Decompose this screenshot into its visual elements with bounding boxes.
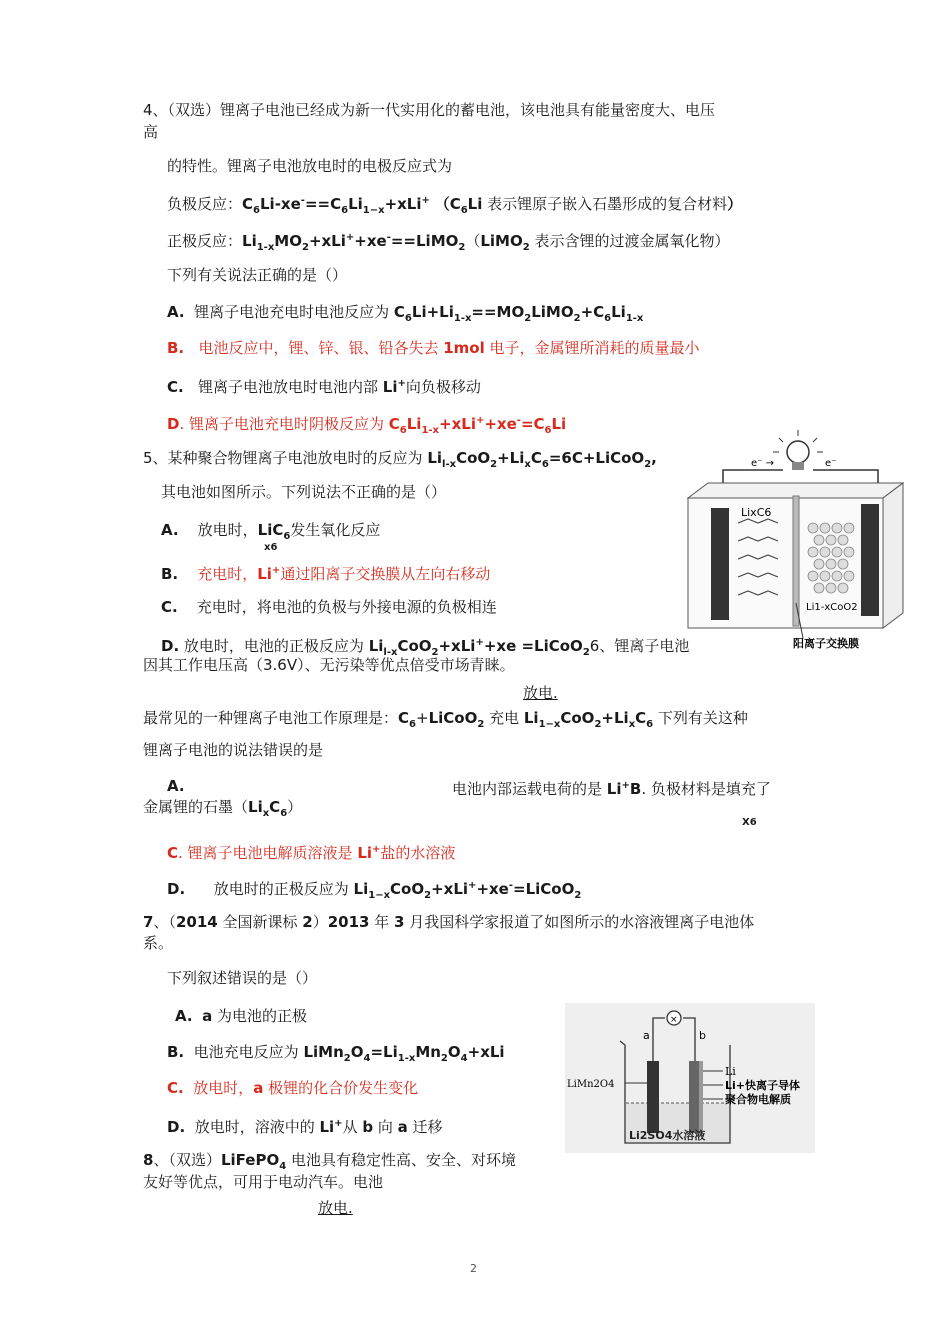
fig-e-left: e⁻ → <box>751 458 774 469</box>
q4-line1b: 高 <box>143 123 159 141</box>
q5-option-a-sub: x6 <box>264 542 278 553</box>
fig-coo2-label: Li1-xCoO2 <box>806 602 858 613</box>
fig-limn2o4: LiMn2O4 <box>567 1079 615 1090</box>
q4-negative-reaction: 负极反应：$C_6Li-xe^-==C_6Li_{1-x}+xLi^+$ （$C_6Li$ 表示锂原子嵌入石墨形成的复合材料） <box>167 195 743 216</box>
q6-option-a-cont: 金属锂的石墨$(Li_xC_6)$ <box>143 798 303 819</box>
q4-positive-reaction: 正极反应：$Li_{1-x}MO_2+xLi^++xe^-==LiMO_2(LiMO_2$ 表示含锂的过渡金属氧化物） <box>167 232 730 253</box>
q5-line2: 其电池如图所示。下列说法不正确的是（） <box>161 483 447 501</box>
q6-option-c: C. 锂离子电池电解质溶液是 Li+盐的水溶液 <box>167 844 456 862</box>
bulb-icon <box>773 430 823 470</box>
q4-line1: 4、（双选）锂离子电池已经成为新一代实用化的蓄电池，该电池具有能量密度大、电压 <box>143 101 716 119</box>
q4-option-a: A. 锂离子电池充电时电池反应为 $C_6Li+Li_{1-x}==MO_2LiMO_2+C_6Li_{1-x}$ <box>167 303 644 324</box>
q6-line3: 锂离子电池的说法错误的是 <box>143 741 324 759</box>
page-number: 2 <box>470 1262 477 1275</box>
q5-option-d: D. 放电时，电池的正极反应为 $Li_{l-x}CoO_2+xLi^++xe$ =LiCoO$_2$6、锂离子电池 <box>161 637 690 658</box>
q6-x6: X6 <box>742 817 757 828</box>
battery-diagram <box>683 428 913 653</box>
q8-line2: 友好等优点，可用于电动汽车。电池 <box>143 1173 384 1191</box>
q7-cell-figure <box>565 1003 815 1153</box>
q4-option-b: B. 电池反应中，锂、锌、银、铅各失去 1mol 电子，金属锂所消耗的质量最小 <box>167 339 700 357</box>
q6-option-a-left: A. <box>167 777 185 795</box>
q4-ask: 下列有关说法正确的是（） <box>167 266 348 284</box>
q5-battery-figure <box>683 428 913 653</box>
q6-option-a-right: 电池内部运载电荷的是 Li+B. 负极材料是填充了 <box>452 780 771 798</box>
q8-line1: 8、（双选）LiFePO$_4$ 电池具有稳定性高、安全、对环境 <box>143 1151 516 1172</box>
q5-line1: 5、某种聚合物锂离子电池放电时的反应为 $Li_{l-x}CoO_2+Li_xC_6=6C+LiCoO_2$, <box>143 449 657 470</box>
q7-line1b: 系。 <box>143 934 174 952</box>
q7-option-c: C. 放电时，a 极锂的化合价发生变化 <box>167 1079 419 1097</box>
q4-option-d: D. 锂离子电池充电时阴极反应为 $C_6Li_{1-x}+xLi^++xe^-=C_6Li$ <box>167 415 567 436</box>
fig-a-label: a <box>643 1029 650 1042</box>
svg-text:×: × <box>670 1015 678 1025</box>
q7-option-d: D. 放电时，溶液中的 Li+从 b 向 a 迁移 <box>167 1118 443 1136</box>
q6-option-d: D. 放电时的正极反应为 $Li_{1-x}CoO_2+xLi^++xe^-=LiCoO_2$ <box>167 880 582 901</box>
fig-e-right: e⁻ <box>825 458 837 469</box>
q7-option-a: A. a 为电池的正极 <box>175 1007 308 1025</box>
q6-line2: 最常见的一种锂离子电池工作原理是：$C_6+LiCoO_2$ 充电 $Li_{1-x}CoO_2+Li_xC_6$ 下列有关这种 <box>143 709 748 730</box>
fig-solution: Li2SO4水溶液 <box>629 1129 706 1142</box>
q6-line1: 因其工作电压高（3.6V）、无污染等优点倍受市场青睐。 <box>143 656 515 674</box>
fig-conductor: Li+快离子导体 <box>725 1079 800 1092</box>
q7-ask: 下列叙述错误的是（） <box>167 969 318 987</box>
q4-line2: 的特性。锂离子电池放电时的电极反应式为 <box>167 157 453 175</box>
q5-option-a: A. 放电时，LiC$_6$发生氧化反应 <box>161 521 381 542</box>
q6-discharge: 放电. <box>523 684 558 702</box>
q7-line1: 7、（2014 全国新课标 2）2013 年 3 月我国科学家报道了如图所示的水溶液锂离子电池体 <box>143 913 755 931</box>
fig-membrane-label: 阳离子交换膜 <box>793 637 859 650</box>
q5-option-b: B. 充电时，Li+通过阳离子交换膜从左向右移动 <box>161 565 491 583</box>
q4-pos-label: 正极反应： <box>167 232 243 250</box>
fig-li: Li <box>725 1065 736 1078</box>
fig-polymer: 聚合物电解质 <box>725 1093 791 1106</box>
q4-option-c: C. 锂离子电池放电时电池内部 Li+向负极移动 <box>167 378 481 396</box>
q4-neg-label: 负极反应： <box>167 195 243 213</box>
q7-option-b: B. 电池充电反应为 $LiMn_2O_4=Li_{1-x}Mn_2O_4+xLi$ <box>167 1043 505 1064</box>
cell-diagram <box>565 1003 815 1153</box>
fig-lixc6-label: LixC6 <box>741 506 772 519</box>
q8-discharge: 放电. <box>318 1199 353 1217</box>
fig-b-label: b <box>699 1029 706 1042</box>
q5-option-c: C. 充电时，将电池的负极与外接电源的负极相连 <box>161 598 497 616</box>
